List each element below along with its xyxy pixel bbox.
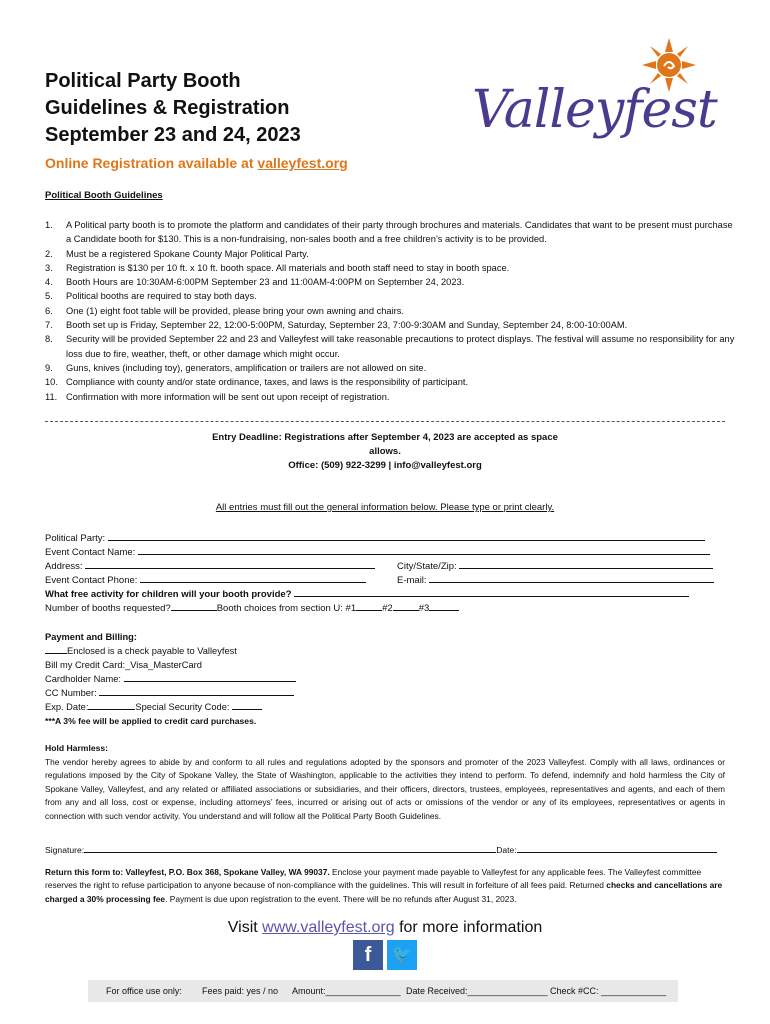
list-item: 5. Political booths are required to stay both days. bbox=[45, 291, 257, 302]
contact-name-row: Event Contact Name: bbox=[45, 545, 710, 558]
list-item: 10. Compliance with county and/or state ordinance, taxes, and laws is the responsibility of participant. bbox=[45, 377, 469, 388]
choice3-field[interactable] bbox=[429, 601, 459, 611]
contact-phone-row: Event Contact Phone: bbox=[45, 573, 366, 586]
signature-row: Signature: Date: bbox=[45, 843, 717, 855]
political-party-row: Political Party: bbox=[45, 531, 705, 544]
payment-section: Payment and Billing: Enclosed is a check payable to Valleyfest Bill my Credit Card:_Visa_MasterCard Cardholder Name: CC Number: Exp. Date: Special Security Code: ***A 3% fee will be applied to credit card purchases. bbox=[45, 630, 296, 728]
payment-heading: Payment and Billing: bbox=[45, 632, 137, 642]
facebook-icon[interactable]: f bbox=[353, 940, 383, 970]
list-item: 8. Security will be provided September 22 and 23 and Valleyfest will take reasonable precautions to protect displays. The festival will assume no responsibility for any loss due to fire, weather, theft, or other damage which might occur. bbox=[45, 334, 735, 359]
visit-website: Visit www.valleyfest.org for more information bbox=[227, 919, 543, 936]
guidelines-list bbox=[45, 218, 735, 404]
guidelines-heading: Political Booth Guidelines bbox=[45, 190, 163, 201]
cc-number-field[interactable] bbox=[99, 686, 294, 696]
hold-harmless-heading: Hold Harmless: bbox=[45, 743, 109, 753]
city-row: City/State/Zip: bbox=[397, 559, 713, 572]
city-state-zip-field[interactable] bbox=[459, 559, 713, 569]
website-link[interactable]: www.valleyfest.org bbox=[262, 919, 395, 936]
dashed-divider bbox=[45, 421, 725, 422]
booths-row: Number of booths requested? Booth choices from section U: #1 #2 #3 bbox=[45, 601, 459, 614]
hold-harmless-text: The vendor hereby agrees to abide by and conform to all rules and regulations adopted by the sponsors and promoter of the 2023 Valleyfest. Comply with all laws, ordinances or regulations imposed by the City of Spokane Valley, the State of Washington, applicable to the activities they intend to perform. To defend, indemnify and hold harmless the City of Spokane Valley, Valleyfest, and any related or affiliated associations or subsidiaries, and their officers, directors, trustees, employees, representatives and agents, and each of them from any and all loss, cost or expense, including attorneys’ fees, incurred or arising out of acts or omissions of the vendor or any of its employees, representatives or agents in connection with such vendor activity. You understand and will follow all the Political Party Booth Guidelines. bbox=[45, 757, 725, 821]
list-item: 6. One (1) eight foot table will be provided, please bring your own awning and chairs. bbox=[45, 305, 404, 316]
credit-option: Bill my Credit Card:_Visa_MasterCard bbox=[45, 660, 202, 670]
title-line-3: September 23 and 24, 2023 bbox=[45, 124, 301, 146]
list-item: 4. Booth Hours are 10:30AM-6:00PM September 23 and 11:00AM-4:00PM on September 24, 2023. bbox=[45, 277, 465, 288]
return-instructions: Return this form to: Valleyfest, P.O. Box 368, Spokane Valley, WA 99037. Enclose your payment made payable to Valleyfest for any applicable fees. The Valleyfest committee reserves the right to refuse participation to anyone because of non-compliance with the guidelines. This will result in forfeiture of all fees paid. Returned checks and cancellations are charged a 30% processing fee. Payment is due upon registration to the event. There will be no refunds after August 31, 2023. bbox=[45, 867, 723, 904]
valleyfest-link[interactable]: valleyfest.org bbox=[257, 155, 348, 171]
logo-text: Valleyfest bbox=[472, 80, 717, 140]
address-field[interactable] bbox=[85, 559, 375, 569]
title-line-2: Guidelines & Registration bbox=[45, 97, 290, 119]
email-row: E-mail: bbox=[397, 573, 714, 586]
entry-deadline: Entry Deadline: Registrations after September 4, 2023 are accepted as space allows. Office: (509) 922-3299 | info@valleyfest.org bbox=[45, 431, 725, 473]
list-item: 3. Registration is $130 per 10 ft. x 10 ft. booth space. All materials and booth staff need to stay in booth space. bbox=[45, 262, 510, 273]
list-item: 2. Must be a registered Spokane County Major Political Party. bbox=[45, 248, 309, 259]
valleyfest-logo bbox=[470, 36, 740, 156]
email-field[interactable] bbox=[429, 573, 714, 583]
contact-name-field[interactable] bbox=[138, 545, 710, 555]
online-registration: Online Registration available at valleyfest.org bbox=[45, 155, 348, 171]
num-booths-field[interactable] bbox=[171, 601, 217, 611]
page-title bbox=[45, 68, 301, 149]
fee-note: ***A 3% fee will be applied to credit card purchases. bbox=[45, 716, 257, 726]
title-line-1: Political Party Booth bbox=[45, 70, 241, 92]
choice2-field[interactable] bbox=[393, 601, 419, 611]
check-option: Enclosed is a check payable to Valleyfest bbox=[45, 644, 296, 658]
political-party-field[interactable] bbox=[108, 531, 705, 541]
address-row: Address: bbox=[45, 559, 375, 572]
twitter-icon[interactable]: 🐦 bbox=[387, 940, 417, 970]
general-info-note: All entries must fill out the general information below. Please type or print clearly. bbox=[215, 502, 555, 513]
date-field[interactable] bbox=[517, 843, 717, 853]
contact-phone-field[interactable] bbox=[140, 573, 366, 583]
security-code-field[interactable] bbox=[232, 700, 262, 710]
list-item: 1. A Political party booth is to promote the platform and candidates of their party through brochures and materials. Candidates that want to be present must purchase a Candidate booth for $130. This is a non-fundraising, non-sales booth and a free children’s activity is to be provided. bbox=[45, 220, 733, 245]
list-item: 9. Guns, knives (including toy), generators, amplification or trailers are not allowed on site. bbox=[45, 362, 427, 373]
free-activity-field[interactable] bbox=[294, 587, 689, 597]
list-item: 11. Confirmation with more information will be sent out upon receipt of registration. bbox=[45, 391, 390, 402]
office-use-bar: For office use only: Fees paid: yes / no Amount:_______________ Date Received:________________ Check #CC: _____________ bbox=[88, 980, 678, 1002]
signature-field[interactable] bbox=[84, 843, 496, 853]
list-item: 7. Booth set up is Friday, September 22, 12:00-5:00PM, Saturday, September 23, 7:00-9:30AM and Sunday, September 24, 8:00-10:00AM. bbox=[45, 320, 628, 331]
choice1-field[interactable] bbox=[356, 601, 382, 611]
office-contact: Office: (509) 922-3299 | info@valleyfest.org bbox=[288, 460, 482, 471]
free-activity-row: What free activity for children will your booth provide? bbox=[45, 587, 689, 600]
cardholder-field[interactable] bbox=[124, 672, 296, 682]
exp-date-field[interactable] bbox=[88, 700, 135, 710]
